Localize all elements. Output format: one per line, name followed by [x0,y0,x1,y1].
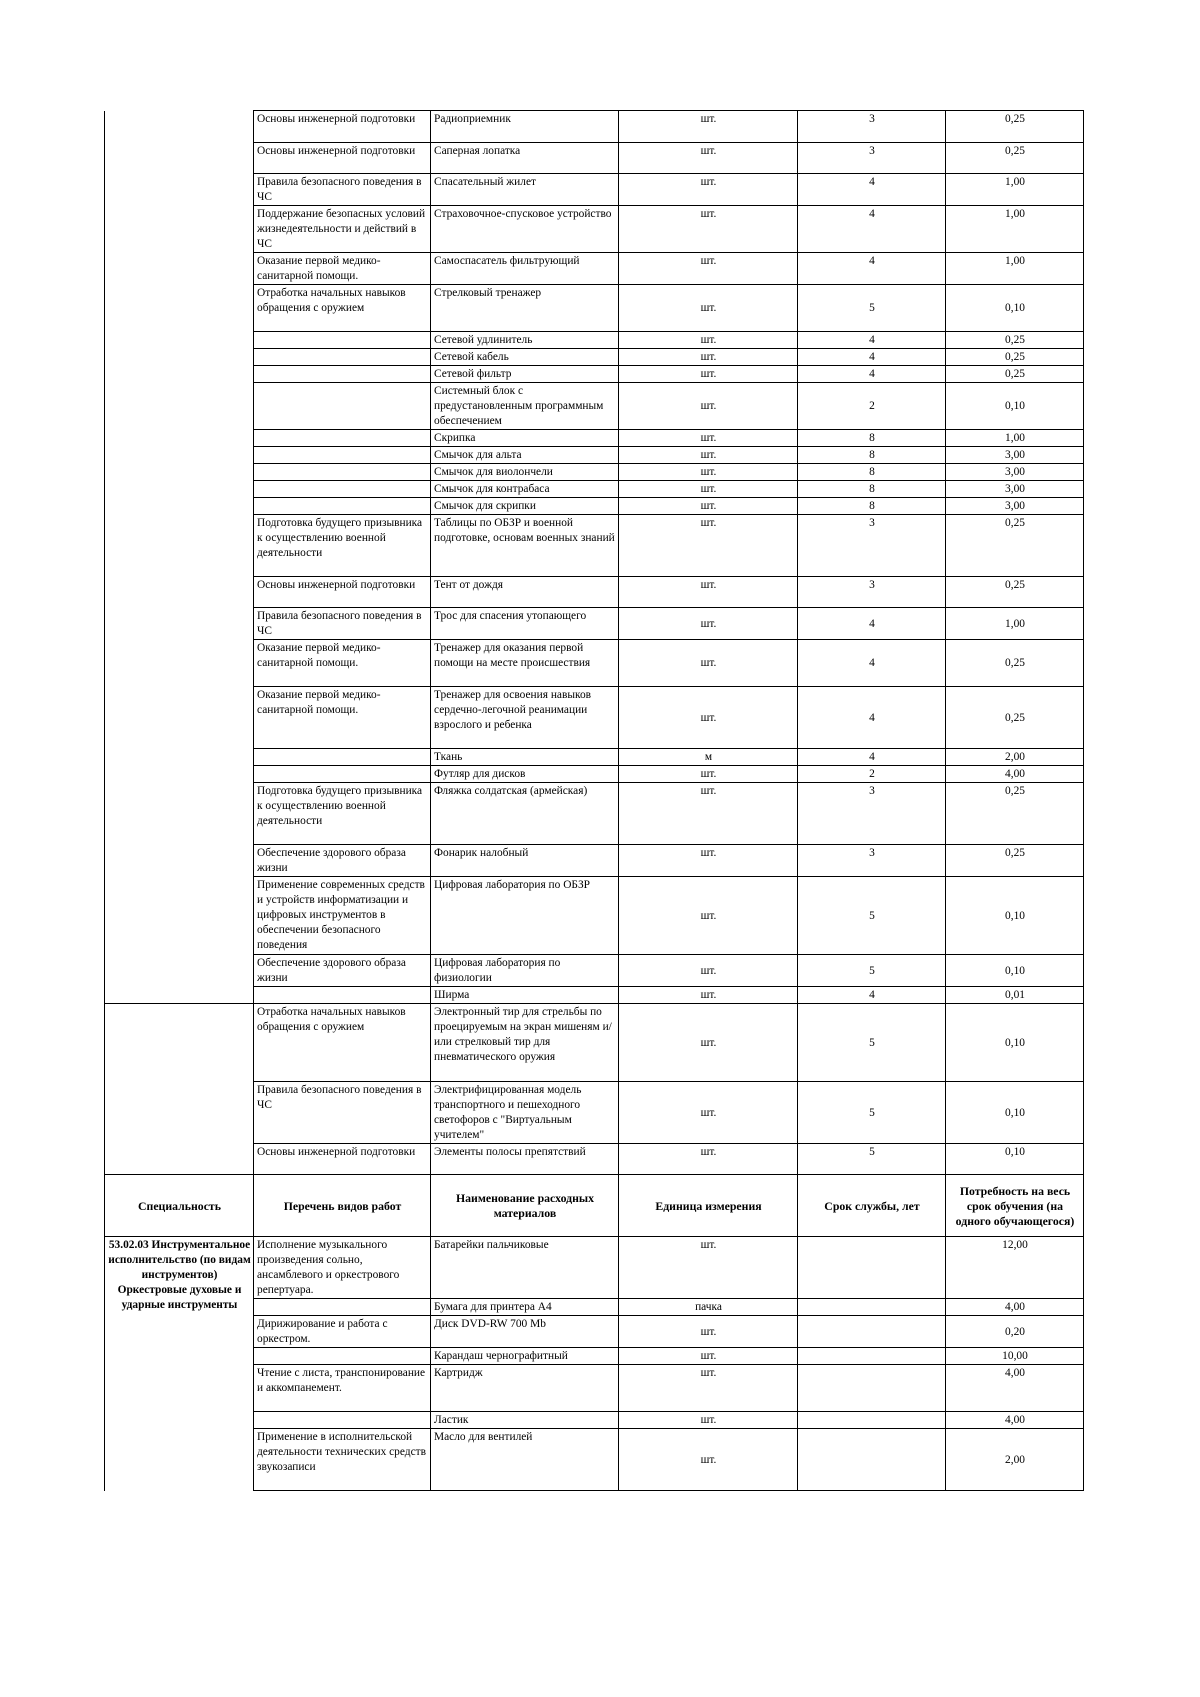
material-name-cell: Сетевой фильтр [431,366,619,383]
service-life-cell: 3 [798,143,946,174]
material-name-cell: Сетевой кабель [431,349,619,366]
work-type-cell [254,447,431,464]
table-row [105,1237,1084,1299]
service-life-cell: 4 [798,366,946,383]
work-type-cell: Исполнение музыкального произведения сольно, ансамблевого и оркестрового репертуара. [254,1237,431,1299]
work-type-cell [254,366,431,383]
service-life-cell: 2 [798,766,946,783]
material-name-cell: Футляр для дисков [431,766,619,783]
material-name-cell: Сетевой удлинитель [431,332,619,349]
service-life-cell: 5 [798,285,946,332]
service-life-cell: 4 [798,174,946,206]
service-life-cell: 3 [798,783,946,845]
unit-cell: пачка [619,1299,798,1316]
requirement-cell: 0,25 [946,577,1084,608]
material-name-cell: Масло для вентилей [431,1429,619,1491]
work-type-cell: Отработка начальных навыков обращения с оружием [254,285,431,332]
material-name-cell: Батарейки пальчиковые [431,1237,619,1299]
unit-cell: шт. [619,1004,798,1082]
requirement-cell: 0,25 [946,783,1084,845]
service-life-cell: 4 [798,349,946,366]
material-name-cell: Тренажер для освоения навыков сердечно-легочной реанимации взрослого и ребенка [431,687,619,749]
requirement-cell: 0,25 [946,366,1084,383]
work-type-cell [254,766,431,783]
service-life-cell: 4 [798,987,946,1004]
work-type-cell: Применение в исполнительской деятельности технических средств звукозаписи [254,1429,431,1491]
service-life-cell [798,1299,946,1316]
service-life-cell: 2 [798,383,946,430]
unit-cell: шт. [619,1429,798,1491]
requirement-cell: 0,10 [946,1144,1084,1175]
material-name-cell: Цифровая лаборатория по ОБЗР [431,877,619,955]
material-name-cell: Системный блок с предустановленным программным обеспечением [431,383,619,430]
service-life-cell: 4 [798,749,946,766]
material-name-cell: Электрифицированная модель транспортного и пешеходного светофоров с "Виртуальным учителем" [431,1082,619,1144]
requirement-cell: 4,00 [946,1299,1084,1316]
work-type-cell [254,383,431,430]
unit-cell: шт. [619,1412,798,1429]
requirement-cell: 0,10 [946,955,1084,987]
material-name-cell: Саперная лопатка [431,143,619,174]
material-name-cell: Таблицы по ОБЗР и военной подготовке, основам военных знаний [431,515,619,577]
unit-cell: шт. [619,577,798,608]
unit-cell: шт. [619,174,798,206]
requirement-cell: 10,00 [946,1348,1084,1365]
material-name-cell: Спасательный жилет [431,174,619,206]
work-type-cell: Правила безопасного поведения в ЧС [254,608,431,640]
table-row [105,1004,1084,1082]
service-life-cell: 3 [798,845,946,877]
service-life-cell: 4 [798,687,946,749]
material-name-cell: Смычок для виолончели [431,464,619,481]
unit-cell: шт. [619,143,798,174]
material-name-cell: Смычок для контрабаса [431,481,619,498]
unit-cell: шт. [619,877,798,955]
requirement-cell: 2,00 [946,749,1084,766]
service-life-cell: 4 [798,253,946,285]
work-type-cell [254,349,431,366]
material-name-cell: Элементы полосы препятствий [431,1144,619,1175]
service-life-cell: 8 [798,447,946,464]
material-name-cell: Тренажер для оказания первой помощи на месте происшествия [431,640,619,687]
service-life-cell: 8 [798,430,946,447]
material-name-cell: Стрелковый тренажер [431,285,619,332]
service-life-cell: 4 [798,608,946,640]
work-type-cell [254,498,431,515]
unit-cell: шт. [619,766,798,783]
unit-cell: шт. [619,1365,798,1412]
material-name-cell: Бумага для принтера А4 [431,1299,619,1316]
material-name-cell: Диск DVD-RW 700 Mb [431,1316,619,1348]
work-type-cell: Правила безопасного поведения в ЧС [254,174,431,206]
work-type-cell: Обеспечение здорового образа жизни [254,955,431,987]
material-name-cell: Тент от дождя [431,577,619,608]
service-life-cell: 5 [798,955,946,987]
unit-cell: шт. [619,608,798,640]
unit-cell: шт. [619,383,798,430]
work-type-cell: Подготовка будущего призывника к осуществлению военной деятельности [254,783,431,845]
requirement-cell: 3,00 [946,498,1084,515]
unit-cell: шт. [619,1237,798,1299]
materials-table [104,110,1084,1491]
service-life-cell [798,1429,946,1491]
requirement-cell: 1,00 [946,174,1084,206]
requirement-cell: 2,00 [946,1429,1084,1491]
service-life-cell [798,1316,946,1348]
material-name-cell: Трос для спасения утопающего [431,608,619,640]
work-type-cell: Оказание первой медико-санитарной помощи. [254,640,431,687]
work-type-cell: Отработка начальных навыков обращения с оружием [254,1004,431,1082]
work-type-cell [254,1299,431,1316]
material-name-cell: Смычок для скрипки [431,498,619,515]
material-name-cell: Ширма [431,987,619,1004]
work-type-cell: Правила безопасного поведения в ЧС [254,1082,431,1144]
material-name-cell: Фляжка солдатская (армейская) [431,783,619,845]
service-life-cell: 8 [798,481,946,498]
specialty-cell [105,1004,254,1175]
unit-cell: шт. [619,332,798,349]
unit-cell: шт. [619,430,798,447]
material-name-cell: Цифровая лаборатория по физиологии [431,955,619,987]
work-type-cell: Основы инженерной подготовки [254,143,431,174]
header-col3: Наименование расходных материалов [431,1175,619,1237]
unit-cell: шт. [619,640,798,687]
work-type-cell [254,749,431,766]
material-name-cell: Электронный тир для стрельбы по проецируемым на экран мишеням и/или стрелковый тир для пневматического оружия [431,1004,619,1082]
unit-cell: шт. [619,987,798,1004]
service-life-cell [798,1348,946,1365]
material-name-cell: Радиоприемник [431,111,619,143]
requirement-cell: 0,25 [946,515,1084,577]
material-name-cell: Карандаш чернографитный [431,1348,619,1365]
unit-cell: шт. [619,253,798,285]
requirement-cell: 0,10 [946,877,1084,955]
unit-cell: шт. [619,1348,798,1365]
header-row [105,1175,1084,1237]
work-type-cell [254,464,431,481]
unit-cell: шт. [619,955,798,987]
requirement-cell: 0,25 [946,687,1084,749]
service-life-cell: 4 [798,640,946,687]
service-life-cell: 4 [798,332,946,349]
requirement-cell: 1,00 [946,253,1084,285]
requirement-cell: 12,00 [946,1237,1084,1299]
unit-cell: шт. [619,447,798,464]
requirement-cell: 0,10 [946,285,1084,332]
requirement-cell: 0,25 [946,332,1084,349]
unit-cell: шт. [619,206,798,253]
requirement-cell: 0,10 [946,1082,1084,1144]
service-life-cell: 8 [798,498,946,515]
header-col2: Перечень видов работ [254,1175,431,1237]
service-life-cell: 5 [798,1144,946,1175]
unit-cell: шт. [619,1316,798,1348]
unit-cell: шт. [619,349,798,366]
service-life-cell: 5 [798,1082,946,1144]
service-life-cell [798,1412,946,1429]
material-name-cell: Самоспасатель фильтрующий [431,253,619,285]
unit-cell: шт. [619,366,798,383]
specialty-cell [105,111,254,1004]
material-name-cell: Ткань [431,749,619,766]
requirement-cell: 0,25 [946,349,1084,366]
work-type-cell [254,481,431,498]
unit-cell: шт. [619,783,798,845]
unit-cell: шт. [619,464,798,481]
work-type-cell [254,430,431,447]
unit-cell: шт. [619,498,798,515]
material-name-cell: Ластик [431,1412,619,1429]
work-type-cell: Обеспечение здорового образа жизни [254,845,431,877]
work-type-cell: Применение современных средств и устройств информатизации и цифровых инструментов в обеспечении безопасного поведения [254,877,431,955]
work-type-cell: Основы инженерной подготовки [254,1144,431,1175]
requirement-cell: 4,00 [946,766,1084,783]
service-life-cell: 5 [798,1004,946,1082]
requirement-cell: 0,10 [946,1004,1084,1082]
requirement-cell: 1,00 [946,430,1084,447]
work-type-cell [254,987,431,1004]
work-type-cell: Дирижирование и работа с оркестром. [254,1316,431,1348]
requirement-cell: 0,10 [946,383,1084,430]
work-type-cell [254,332,431,349]
unit-cell: шт. [619,687,798,749]
requirement-cell: 0,25 [946,143,1084,174]
requirement-cell: 3,00 [946,464,1084,481]
service-life-cell: 5 [798,877,946,955]
header-col1: Специальность [105,1175,254,1237]
material-name-cell: Фонарик налобный [431,845,619,877]
unit-cell: шт. [619,111,798,143]
requirement-cell: 3,00 [946,447,1084,464]
work-type-cell: Оказание первой медико-санитарной помощи. [254,253,431,285]
work-type-cell: Основы инженерной подготовки [254,111,431,143]
requirement-cell: 4,00 [946,1365,1084,1412]
material-name-cell: Смычок для альта [431,447,619,464]
work-type-cell: Чтение с листа, транспонирование и аккомпанемент. [254,1365,431,1412]
table-row [105,111,1084,143]
material-name-cell: Страховочное-спусковое устройство [431,206,619,253]
service-life-cell: 8 [798,464,946,481]
requirement-cell: 3,00 [946,481,1084,498]
requirement-cell: 1,00 [946,206,1084,253]
unit-cell: м [619,749,798,766]
requirement-cell: 0,01 [946,987,1084,1004]
unit-cell: шт. [619,285,798,332]
requirement-cell: 0,25 [946,111,1084,143]
unit-cell: шт. [619,1082,798,1144]
work-type-cell [254,1412,431,1429]
service-life-cell [798,1365,946,1412]
unit-cell: шт. [619,481,798,498]
work-type-cell [254,1348,431,1365]
unit-cell: шт. [619,845,798,877]
requirement-cell: 1,00 [946,608,1084,640]
requirement-cell: 0,25 [946,845,1084,877]
unit-cell: шт. [619,515,798,577]
specialty-cell: 53.02.03 Инструментальное исполнительство (по видам инструментов) Оркестровые духовые и ударные инструменты [105,1237,254,1491]
service-life-cell: 3 [798,515,946,577]
service-life-cell: 4 [798,206,946,253]
unit-cell: шт. [619,1144,798,1175]
material-name-cell: Картридж [431,1365,619,1412]
header-col6: Потребность на весь срок обучения (на одного обучающегося) [946,1175,1084,1237]
work-type-cell: Подготовка будущего призывника к осуществлению военной деятельности [254,515,431,577]
work-type-cell: Поддержание безопасных условий жизнедеятельности и действий в ЧС [254,206,431,253]
service-life-cell: 3 [798,111,946,143]
material-name-cell: Скрипка [431,430,619,447]
header-col4: Единица измерения [619,1175,798,1237]
requirement-cell: 0,25 [946,640,1084,687]
header-col5: Срок службы, лет [798,1175,946,1237]
service-life-cell: 3 [798,577,946,608]
work-type-cell: Оказание первой медико-санитарной помощи. [254,687,431,749]
service-life-cell [798,1237,946,1299]
document-page [104,110,1084,1491]
work-type-cell: Основы инженерной подготовки [254,577,431,608]
requirement-cell: 0,20 [946,1316,1084,1348]
requirement-cell: 4,00 [946,1412,1084,1429]
